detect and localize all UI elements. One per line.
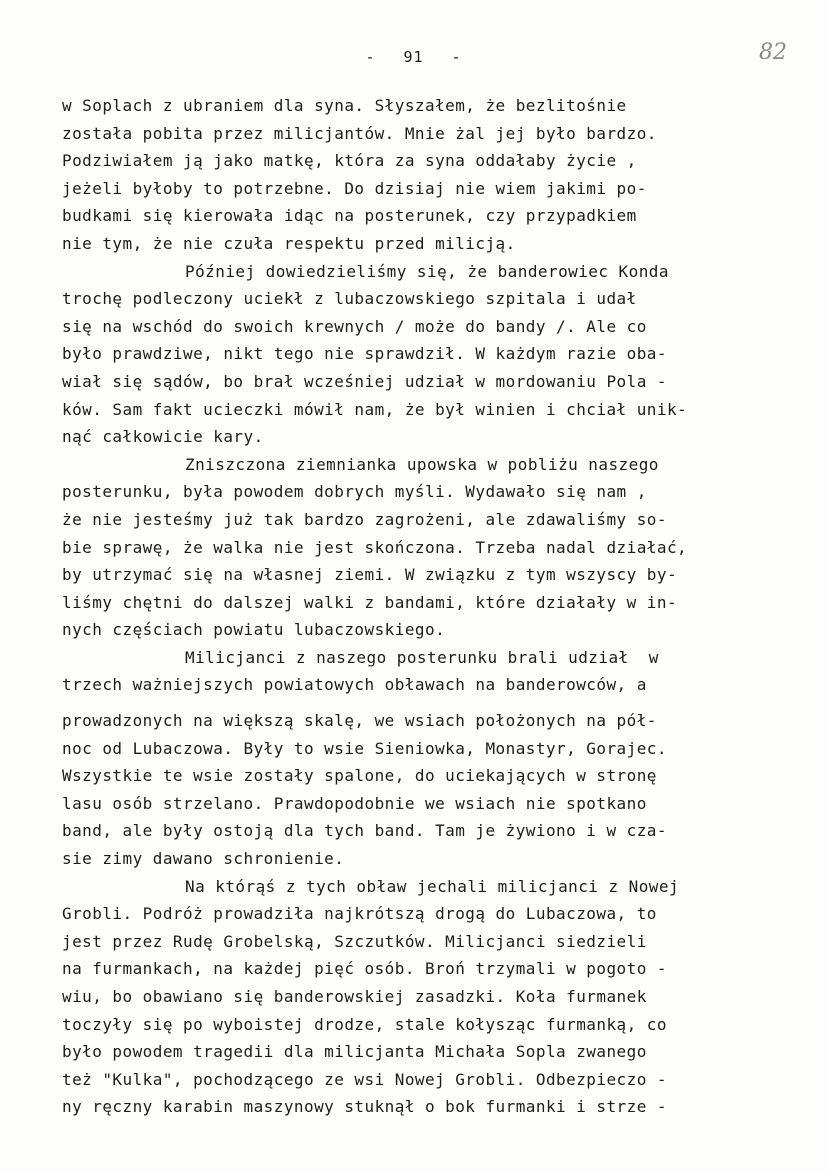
paragraph-3	[62, 451, 762, 644]
text-line: ny ręczny karabin maszynowy stuknął o bok furmanki i strze -	[62, 1097, 667, 1117]
text-line: też "Kulka", pochodzącego ze wsi Nowej Grobli. Odbezpieczo -	[62, 1069, 667, 1089]
text-line: jeżeli byłoby to potrzebne. Do dzisiaj nie wiem jakimi po-	[62, 178, 647, 198]
text-line: nąć całkowicie kary.	[62, 427, 264, 447]
paragraph-1	[62, 92, 762, 258]
text-line: sie zimy dawano schronienie.	[62, 849, 345, 869]
text-line: toczyły się po wyboistej drodze, stale kołysząc furmanką, co	[62, 1014, 667, 1034]
text-line: posterunku, była powodem dobrych myśli. Wydawało się nam ,	[62, 482, 647, 502]
text-line: Podziwiałem ją jako matkę, która za syna oddałaby życie ,	[62, 151, 637, 171]
text-line: wiał się sądów, bo brał wcześniej udział w mordowaniu Pola -	[62, 371, 667, 391]
line-spacing-gap	[62, 699, 762, 707]
paragraph-2	[62, 258, 762, 451]
text-line: band, ale były ostoją dla tych band. Tam je żywiono i w cza-	[62, 821, 667, 841]
text-line: wiu, bo obawiano się banderowskiej zasadzki. Koła furmanek	[62, 987, 647, 1006]
header-dash-right: -	[451, 48, 462, 66]
text-line: by utrzymać się na własnej ziemi. W związku z tym wszyscy by-	[62, 565, 678, 585]
text-line: bie sprawę, że walka nie jest skończona. Trzeba nadal działać,	[62, 537, 688, 557]
handwritten-page-number: 82	[759, 40, 787, 65]
paragraph-5	[62, 873, 762, 1121]
text-line: że nie jesteśmy już tak bardzo zagrożeni, ale zdawaliśmy so-	[62, 509, 667, 529]
text-line: liśmy chętni do dalszej walki z bandami, które działały w in-	[62, 592, 678, 612]
text-line: noc od Lubaczowa. Były to wsie Sieniowka, Monastyr, Gorajec.	[62, 738, 667, 758]
text-line: Na którąś z tych obław jechali milicjanci z Nowej	[185, 876, 680, 896]
page-number-header	[0, 48, 827, 66]
text-line: ków. Sam fakt ucieczki mówił nam, że był winien i chciał unik-	[62, 399, 688, 419]
text-line: Później dowiedzieliśmy się, że banderowiec Konda	[185, 261, 669, 281]
text-line: się na wschód do swoich krewnych / może do bandy /. Ale co	[62, 316, 647, 336]
text-line: było powodem tragedii dla milicjanta Michała Sopla zwanego	[62, 1042, 647, 1062]
text-line: w Soplach z ubraniem dla syna. Słyszałem, że bezlitośnie	[62, 96, 627, 115]
typewritten-body	[62, 92, 762, 1121]
text-line: na furmankach, na każdej pięć osób. Broń trzymali w pogoto -	[62, 959, 667, 979]
text-line: Wszystkie te wsie zostały spalone, do uciekających w stronę	[62, 766, 657, 786]
text-line: było prawdziwe, nikt tego nie sprawdził. W każdym razie oba-	[62, 344, 667, 364]
text-line: jest przez Rudę Grobelską, Szczutków. Milicjanci siedzieli	[62, 931, 647, 951]
header-dash-left: -	[365, 48, 376, 66]
paragraph-4	[62, 644, 762, 873]
text-line: nie tym, że nie czuła respektu przed milicją.	[62, 233, 516, 253]
text-line: Milicjanci z naszego posterunku brali udział w	[185, 647, 659, 667]
page-number: 91	[403, 48, 424, 66]
text-line: trzech ważniejszych powiatowych obławach na banderowców, a	[62, 675, 647, 695]
text-line: lasu osób strzelano. Prawdopodobnie we wsiach nie spotkano	[62, 793, 647, 813]
text-line: nych częściach powiatu lubaczowskiego.	[62, 620, 446, 640]
text-line: Grobli. Podróż prowadziła najkrótszą drogą do Lubaczowa, to	[62, 904, 657, 924]
text-line: budkami się kierowała idąc na posterunek, czy przypadkiem	[62, 206, 637, 226]
text-line: Zniszczona ziemnianka upowska w pobliżu naszego	[185, 454, 659, 474]
text-line: trochę podleczony uciekł z lubaczowskiego szpitala i udał	[62, 289, 637, 309]
text-line: została pobita przez milicjantów. Mnie żal jej było bardzo.	[62, 123, 657, 143]
text-line: prowadzonych na większą skalę, we wsiach położonych na pół-	[62, 711, 657, 731]
